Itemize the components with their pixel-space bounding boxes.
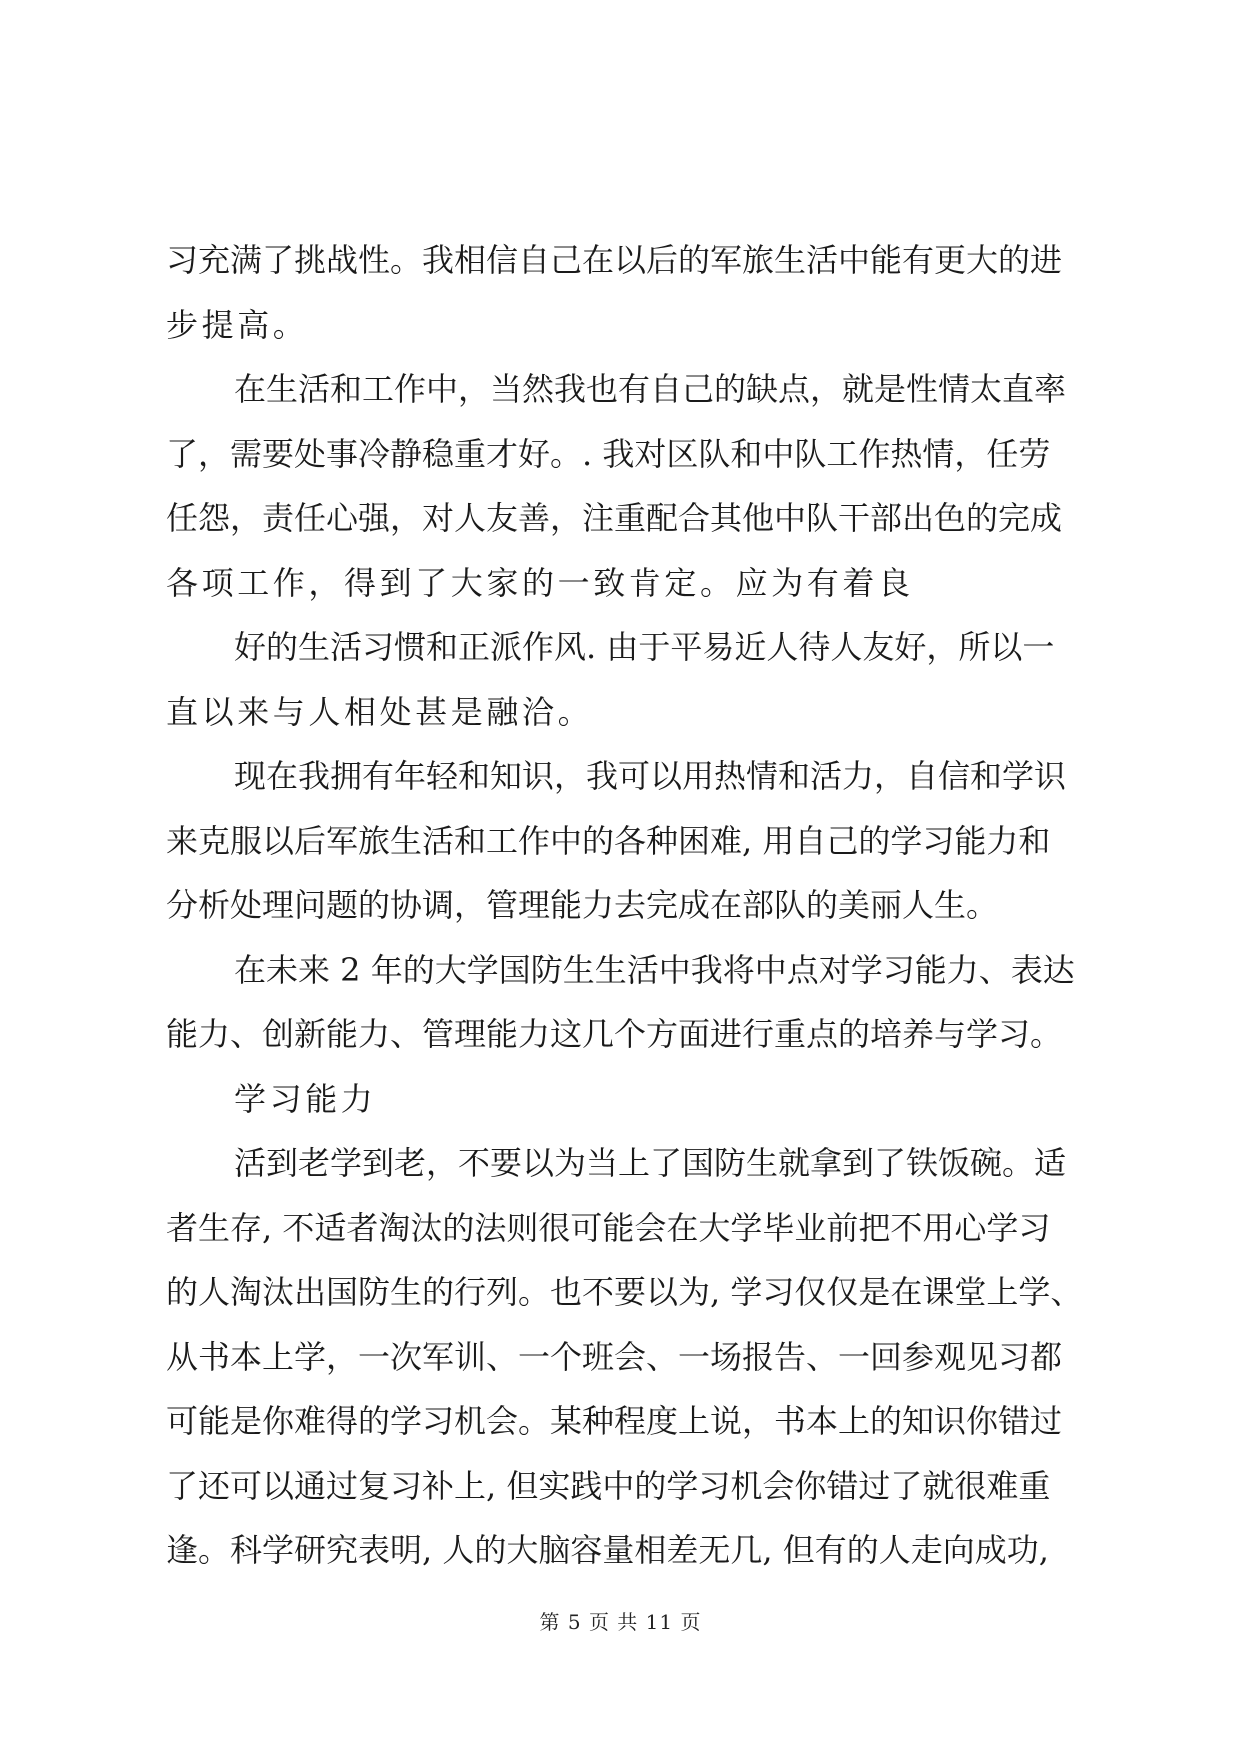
text-line: 可能是你难得的学习机会。某种程度上说，书本上的知识你错过 bbox=[166, 1402, 1063, 1440]
text-line: 来克服以后军旅生活和工作中的各种困难, 用自己的学习能力和 bbox=[166, 821, 1051, 860]
body-text bbox=[166, 228, 1082, 1583]
text-line: 各项工作，得到了大家的一致肯定。应为有着良 bbox=[166, 563, 914, 602]
text-line: 好的生活习惯和正派作风. 由于平易近人待人友好，所以一 bbox=[234, 628, 1055, 666]
text-line: 了还可以通过复习补上, 但实践中的学习机会你错过了就很难重 bbox=[166, 1466, 1051, 1505]
text-line: 在未来 2 年的大学国防生生活中我将中点对学习能力、表达 bbox=[234, 950, 1075, 989]
text-line: 分析处理问题的协调，管理能力去完成在部队的美丽人生。 bbox=[166, 886, 999, 924]
text-line: 学习能力 bbox=[234, 1079, 377, 1118]
text-line: 逢。科学研究表明, 人的大脑容量相差无几, 但有的人走向成功, bbox=[166, 1531, 1049, 1569]
text-line: 者生存, 不适者淘汰的法则很可能会在大学毕业前把不用心学习 bbox=[166, 1208, 1051, 1247]
text-line: 习充满了挑战性。我相信自己在以后的军旅生活中能有更大的进 bbox=[166, 241, 1063, 279]
text-line: 活到老学到老，不要以为当上了国防生就拿到了铁饭碗。适 bbox=[234, 1144, 1067, 1182]
text-line: 现在我拥有年轻和知识，我可以用热情和活力，自信和学识 bbox=[234, 757, 1067, 795]
page-footer: 第 5 页 共 11 页 bbox=[539, 1610, 702, 1634]
text-line: 能力、创新能力、管理能力这几个方面进行重点的培养与学习。 bbox=[166, 1015, 1063, 1053]
text-line: 在生活和工作中，当然我也有自己的缺点，就是性情太直率 bbox=[234, 370, 1067, 408]
text-line: 步提高。 bbox=[166, 305, 309, 344]
text-line: 直以来与人相处甚是融洽。 bbox=[166, 692, 594, 731]
text-line: 了，需要处事冷静稳重才好。. 我对区队和中队工作热情，任劳 bbox=[166, 434, 1051, 473]
text-line: 任怨，责任心强，对人友善，注重配合其他中队干部出色的完成 bbox=[166, 499, 1063, 537]
text-line: 从书本上学，一次军训、一个班会、一场报告、一回参观见习都 bbox=[166, 1337, 1063, 1376]
text-line: 的人淘汰出国防生的行列。也不要以为, 学习仅仅是在课堂上学、 bbox=[166, 1273, 1083, 1311]
